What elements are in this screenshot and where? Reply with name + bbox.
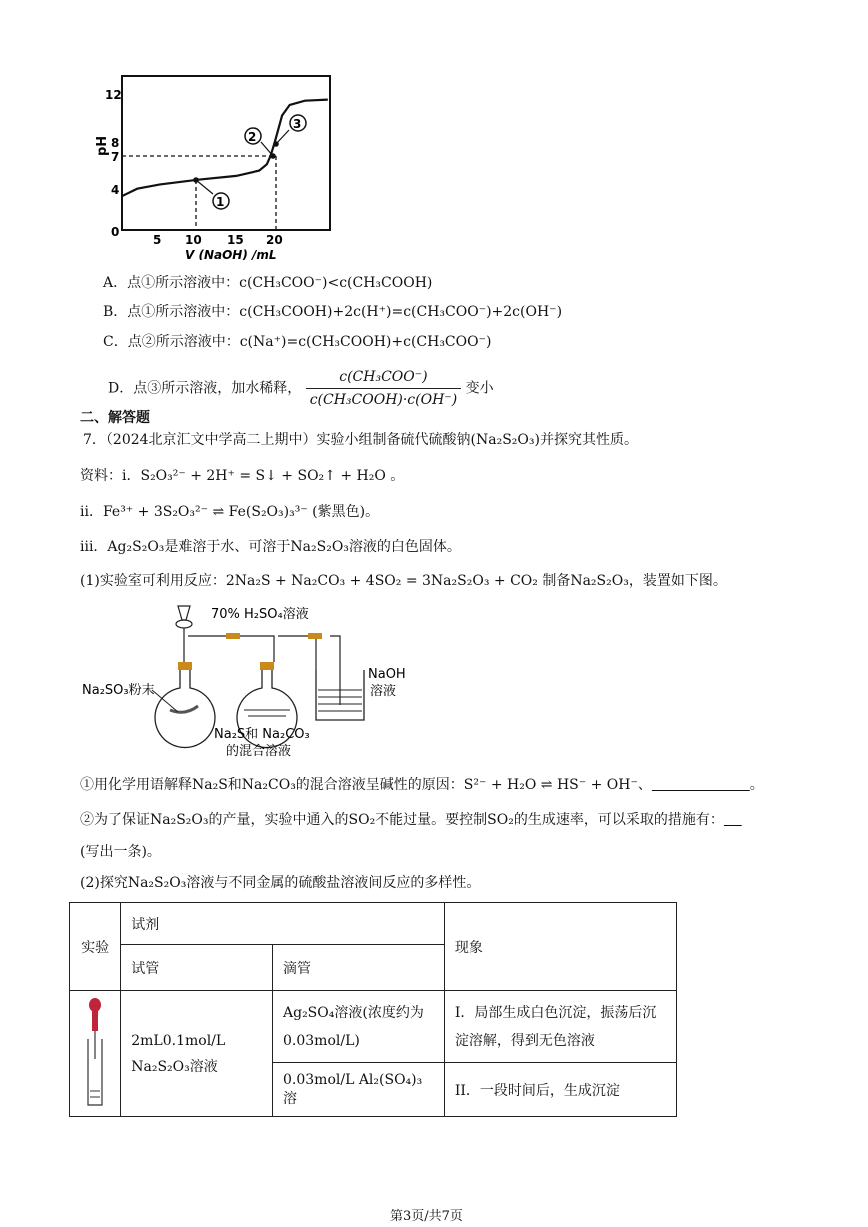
tube-reagent-line-1: 2mL0.1mol/L (131, 1032, 226, 1049)
x-tick-10: 10 (185, 233, 202, 247)
dropper-reagent-1 (273, 991, 445, 1063)
sub-question-1-text: ①用化学用语解释Na₂S和Na₂CO₃的混合溶液呈碱性的原因：S²⁻ + H₂O ⇌ HS⁻ + OH⁻、 (80, 777, 652, 793)
y-tick-8: 8 (111, 136, 120, 150)
option-d-suffix: 变小 (465, 380, 494, 397)
header-experiment: 实验 (70, 903, 121, 991)
dropper-tube-icon (75, 993, 115, 1111)
y-tick-7: 7 (111, 150, 120, 164)
tube-reagent-line-2: Na₂S₂O₃溶液 (131, 1058, 218, 1075)
option-b: B．点①所示溶液中：c(CH₃COOH)+2c(H⁺)=c(CH₃COO⁻)+2c(OH⁻) (103, 304, 563, 320)
sub-question-2-text: ②为了保证Na₂S₂O₃的产量，实验中通入的SO₂不能过量。要控制SO₂的生成速率，可以采取的措施有： (80, 812, 724, 828)
dropper-reagent-2: 0.03mol/L Al₂(SO₄)₃溶 (273, 1063, 445, 1117)
x-tick-15: 15 (227, 233, 244, 247)
dropper-1-line-1: Ag₂SO₄溶液(浓度约为 (283, 1004, 424, 1021)
sub-question-2-cont: (写出一条)。 (80, 844, 161, 860)
q7-stem: 7．（2024北京汇文中学高二上期中）实验小组制备硫代硫酸钠(Na₂S₂O₃)并探究其性质。 (83, 432, 638, 448)
separatory-funnel (178, 606, 190, 620)
sub-question-2 (80, 810, 742, 830)
phenomenon-2: II．一段时间后，生成沉淀 (444, 1063, 676, 1117)
option-a: A．点①所示溶液中：c(CH₃COO⁻)<c(CH₃COOH) (103, 275, 433, 291)
y-tick-12: 12 (105, 88, 122, 102)
option-d-prefix: D．点③所示溶液，加水稀释， (108, 380, 302, 397)
tube-diagram-cell (70, 991, 121, 1117)
ref-i: 资料：i．S₂O₃²⁻ + 2H⁺ = S↓ + SO₂↑ + H₂O 。 (80, 468, 405, 484)
section-title: 二、解答题 (80, 410, 150, 426)
part-1: (1)实验室可利用反应：2Na₂S + Na₂CO₃ + 4SO₂ = 3Na₂S₂O₃ + CO₂ 制备Na₂S₂O₃，装置如下图。 (80, 573, 727, 589)
naoh-label-1: NaOH (368, 667, 406, 682)
mix-label-1: Na₂S和 Na₂CO₃ (214, 727, 310, 742)
option-c: C．点②所示溶液中：c(Na⁺)=c(CH₃COOH)+c(CH₃COO⁻) (103, 334, 492, 350)
titration-chart (95, 70, 340, 260)
answer-blank-1[interactable] (652, 777, 750, 793)
phenomenon-1-line-1: I．局部生成白色沉淀，振荡后沉 (454, 1004, 657, 1021)
option-d (108, 366, 494, 411)
header-reagent: 试剂 (121, 903, 445, 945)
x-tick-20: 20 (266, 233, 283, 247)
y-tick-4: 4 (111, 183, 120, 197)
phenomenon-1-line-2: 淀溶解，得到无色溶液 (454, 1032, 595, 1049)
label-2: 2 (248, 130, 257, 144)
answer-blank-2[interactable] (724, 812, 742, 828)
sub-question-1 (80, 775, 764, 795)
ref-ii: ii．Fe³⁺ + 3S₂O₃²⁻ ⇌ Fe(S₂O₃)₃³⁻ (紫黑色)。 (80, 504, 380, 520)
connector-1 (226, 633, 240, 639)
experiment-table (69, 902, 677, 1117)
flask-1 (155, 670, 215, 748)
acid-label: 70% H₂SO₄溶液 (211, 607, 309, 622)
header-dropper: 滴管 (273, 945, 445, 991)
sub-question-1-end: 。 (749, 777, 764, 793)
x-axis-label: V (NaOH) /mL (185, 248, 277, 260)
header-phenomenon: 现象 (444, 903, 676, 991)
connector-2 (308, 633, 322, 639)
mix-label-2: 的混合溶液 (226, 744, 292, 759)
label-1: 1 (216, 195, 225, 209)
header-test-tube: 试管 (121, 945, 273, 991)
powder-label: Na₂SO₃粉末 (82, 683, 155, 698)
titration-curve (122, 100, 328, 197)
dropper-1-line-2: 0.03mol/L) (283, 1032, 360, 1049)
x-tick-5: 5 (153, 233, 162, 247)
y-axis-label: pH (95, 135, 110, 156)
ref-iii: iii．Ag₂S₂O₃是难溶于水、可溶于Na₂S₂O₃溶液的白色固体。 (80, 539, 461, 555)
x-tick-0: 0 (111, 225, 120, 239)
phenomenon-1 (444, 991, 676, 1063)
page-footer: 第3页/共7页 (390, 1209, 463, 1224)
test-tube-reagent (121, 991, 273, 1117)
option-d-fraction (306, 366, 461, 411)
part-2: (2)探究Na₂S₂O₃溶液与不同金属的硫酸盐溶液间反应的多样性。 (80, 875, 481, 891)
option-d-numerator: c(CH₃COO⁻) (306, 366, 461, 389)
label-3: 3 (293, 117, 302, 131)
naoh-label-2: 溶液 (370, 684, 397, 699)
apparatus-diagram (78, 600, 418, 760)
option-d-denominator: c(CH₃COOH)·c(OH⁻) (309, 392, 458, 408)
